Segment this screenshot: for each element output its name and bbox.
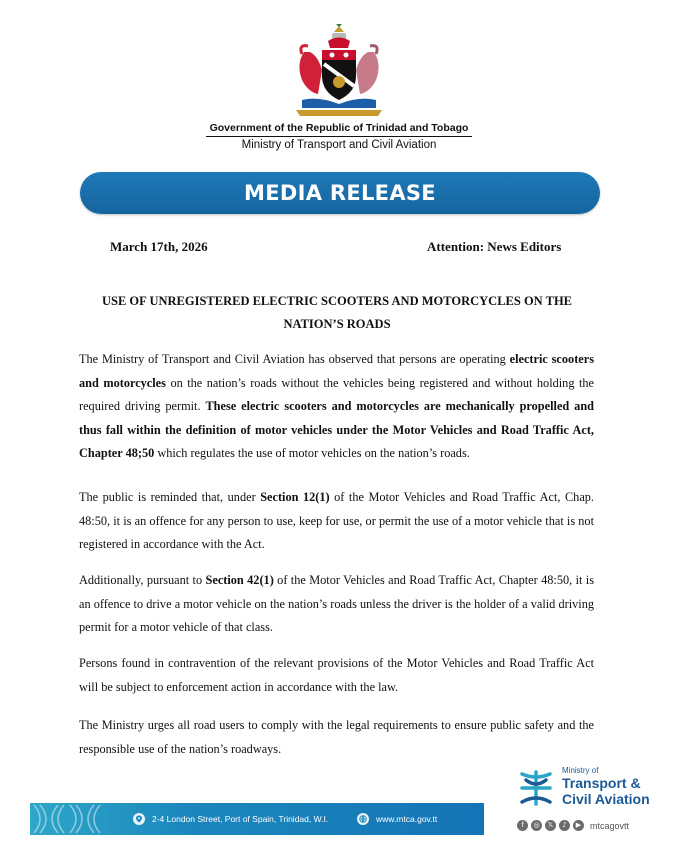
paragraph-3-text-a: Additionally, pursuant to bbox=[79, 573, 206, 587]
paragraph-2-bold-b: Section 12(1) bbox=[260, 490, 330, 504]
footer-bar bbox=[30, 803, 484, 835]
paragraph-2 bbox=[79, 486, 594, 557]
paragraph-1-bold-b: electric scooters and motorcycles bbox=[79, 352, 594, 390]
ministry-logo bbox=[516, 766, 656, 810]
social-handle[interactable]: mtcagovtt bbox=[590, 820, 630, 831]
media-release-banner bbox=[80, 172, 600, 214]
footer-website[interactable] bbox=[357, 803, 437, 835]
paragraph-2-text-a: The public is reminded that, under bbox=[79, 490, 261, 504]
facebook-icon[interactable]: f bbox=[517, 820, 528, 831]
footer-website-text[interactable]: www.mtca.gov.tt bbox=[376, 814, 438, 824]
logo-line-2: Civil Aviation bbox=[562, 791, 650, 807]
instagram-icon[interactable]: ◎ bbox=[531, 820, 542, 831]
footer-address bbox=[133, 803, 328, 835]
paragraph-1 bbox=[79, 348, 594, 466]
social-links bbox=[517, 820, 629, 831]
globe-icon bbox=[357, 813, 369, 825]
paragraph-1-text-a: The Ministry of Transport and Civil Aviation has observed that persons are operating bbox=[79, 352, 510, 366]
tiktok-icon[interactable]: ♪ bbox=[559, 820, 570, 831]
paragraph-1-text-e: which regulates the use of motor vehicles on the nation’s roads. bbox=[154, 446, 470, 460]
ministry-name: Ministry of Transport and Civil Aviation bbox=[241, 139, 437, 151]
paragraph-3-bold-b: Section 42(1) bbox=[205, 573, 274, 587]
coat-of-arms-icon bbox=[288, 24, 390, 120]
paragraph-2-text-c: of the Motor Vehicles and Road Traffic Act, Chap. 48:50, it is an offence for any person to use, keep for use, or permit the use of a motor vehicle that is not registered in accordance with the Act. bbox=[79, 490, 594, 551]
headline: USE OF UNREGISTERED ELECTRIC SCOOTERS AND MOTORCYCLES ON THE NATION’S ROADS bbox=[101, 294, 572, 331]
paragraph-1-text-c: on the nation’s roads without the vehicles being registered and without holding the required driving permit. bbox=[79, 375, 594, 413]
logo-line-1: Transport & bbox=[562, 775, 641, 791]
paragraph-5: The Ministry urges all road users to comply with the legal requirements to ensure public safety and the responsible use of the nation’s roadways. bbox=[79, 718, 594, 756]
banner-title: MEDIA RELEASE bbox=[244, 181, 436, 205]
paragraph-3 bbox=[79, 569, 594, 640]
logo-small-text: Ministry of bbox=[562, 766, 599, 775]
location-pin-icon bbox=[133, 813, 145, 825]
attention-line: Attention: News Editors bbox=[427, 239, 562, 254]
paragraph-3-text-c: of the Motor Vehicles and Road Traffic Act, Chapter 48:50, it is an offence to drive a motor vehicle on the nation’s roads unless the driver is the holder of a valid driving permit for a motor vehicle of that class. bbox=[79, 573, 595, 634]
paragraph-4: Persons found in contravention of the relevant provisions of the Motor Vehicles and Road Traffic Act will be subject to enforcement action in accordance with the law. bbox=[79, 656, 594, 694]
paragraph-1-bold-d: These electric scooters and motorcycles are mechanically propelled and thus fall within the definition of motor vehicles under the Motor Vehicles and Road Traffic Act, Chapter 48;50 bbox=[79, 399, 595, 460]
release-date: March 17th, 2026 bbox=[110, 239, 208, 254]
x-icon[interactable]: 𝕏 bbox=[545, 820, 556, 831]
youtube-icon[interactable]: ▶ bbox=[573, 820, 584, 831]
ministry-logo-icon bbox=[516, 768, 556, 808]
footer-address-text: 2-4 London Street, Port of Spain, Trinidad, W.I. bbox=[152, 814, 329, 824]
government-title: Government of the Republic of Trinidad and Tobago bbox=[206, 122, 472, 137]
footer-pattern-icon bbox=[30, 803, 110, 835]
